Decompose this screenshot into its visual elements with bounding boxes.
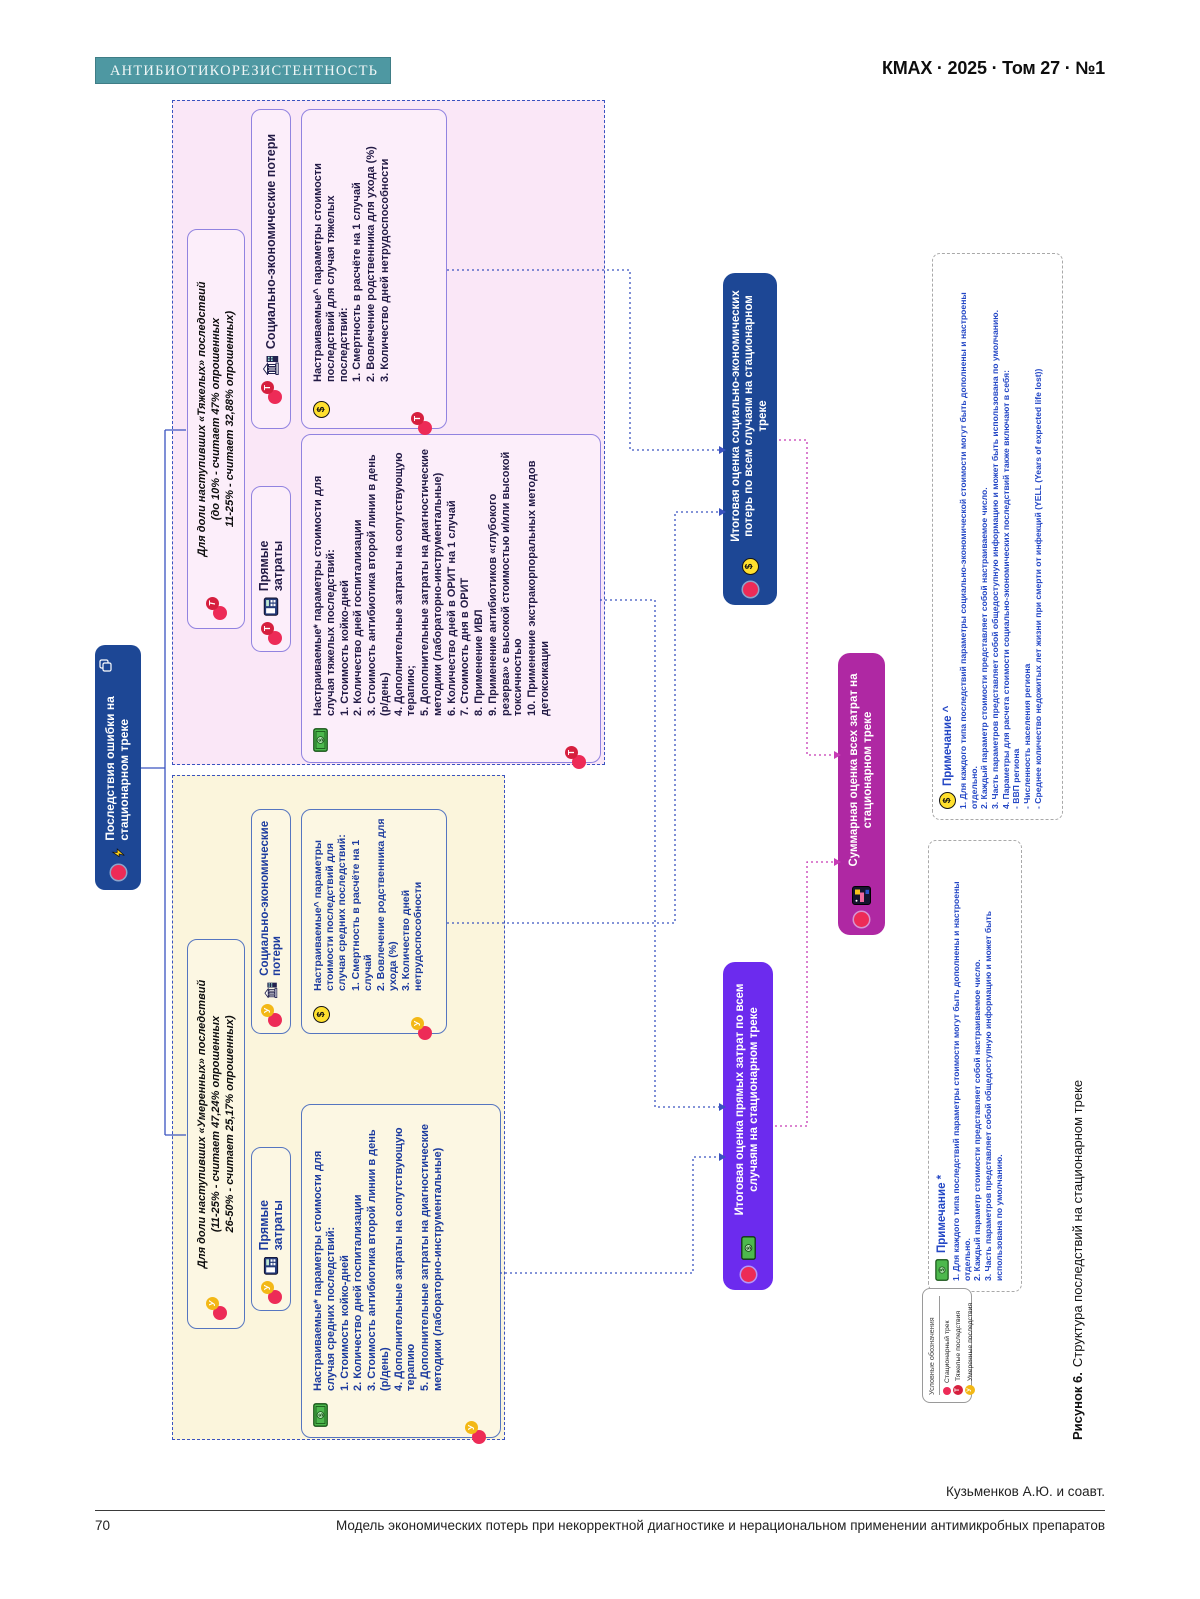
severe-marker-icon: Т [953,1385,963,1395]
severe-direct-label [251,486,291,652]
severe-title: Для доли наступивших «Тяжелых» последствий [195,281,208,557]
note-item: 2. Каждый параметр стоимости представляет собой настраиваемое число. [979,487,990,809]
list-item: 7. Стоимость дня в ОРИТ [459,577,472,716]
moderate-title: Для доли наступивших «Умеренных» последствий [195,979,208,1269]
moderate-social-label [251,809,291,1034]
banknote-icon [313,1403,332,1427]
chart-icon [852,886,871,905]
list-item: 2. Количество дней госпитализации [352,519,365,716]
list-item: 1. Смертность в расчёте на 1 случай [349,839,374,991]
severe-social-box [301,109,447,429]
track-marker-icon [111,865,126,880]
moderate-direct-header: Настраиваемые* параметры стоимости для случая средних последствий: [312,1150,337,1391]
calculator-icon [263,1257,279,1275]
note-bullet: - Численность населения региона [1021,663,1032,809]
severe-marker-icon: Т [261,381,282,404]
note-bullet: - ВВП региона [1011,748,1022,809]
list-item: 2. Вовлечение родственника для ухода (%) [365,146,377,382]
track-marker-icon [743,582,758,597]
track-marker-icon [854,912,869,927]
list-item: 2. Вовлечение родственника для ухода (%) [374,818,400,991]
list-item: 3. Количество дней нетрудоспособности [400,881,425,991]
note-item: 2. Каждый параметр стоимости представляет собой настраиваемое число. [972,959,983,1281]
moderate-title-tab [187,939,245,1329]
note-caret [932,253,1063,820]
total-social-box [723,273,777,605]
severe-marker-icon: Т [565,746,586,769]
moderate-direct-box [301,1104,501,1438]
lightning-icon [110,848,127,858]
footer-authors: Кузьменков А.Ю. и соавт. [946,1484,1105,1499]
svg-text:$: $ [745,1246,753,1250]
legend-label: Тяжелые последствия [954,1310,962,1381]
severe-marker-icon: Т [411,412,432,435]
list-item: 6. Количество дней в ОРИТ на 1 случай [445,500,458,716]
note-item: 1. Для каждого типа последствий параметры стоимости могут быть дополнены и настроены отдельно. [951,881,972,1281]
banknote-icon [313,728,332,752]
figure-caption-text: Структура последствий на стационарном треке [1070,1079,1085,1368]
legend-label: Умеренные последствия [966,1302,974,1381]
list-item: 3. Количество дней нетрудоспособности [378,158,391,382]
bank-icon [263,982,279,998]
moderate-marker-icon: У [465,1421,486,1444]
severe-social-label-text: Социально-экономические потери [264,133,278,350]
root-label: Последствия ошибки на стационарном треке [103,696,131,841]
severe-social-label [251,109,291,429]
severe-marker-icon: Т [206,597,227,620]
moderate-region [172,775,505,1440]
dollar-coin-icon: $ [742,558,759,575]
figure-caption [1070,1080,1085,1440]
severe-direct-box [301,434,601,763]
note-item: 3. Часть параметров представляет собой общедоступную информацию и может быть использована по умолчанию. [982,911,1004,1281]
legend [922,1288,972,1403]
note-star [928,840,1022,1292]
total-direct-box [723,962,773,1290]
footer-article-title: Модель экономических потерь при некорректной диагностике и нерациональном применении антимикробных препаратов [335,1518,1105,1533]
figure-6 [95,95,1105,1445]
severe-marker-icon: Т [261,622,282,645]
note-item: 4. Параметры для расчета стоимости социально-экономических последствий также включают в себя: [1000,370,1011,809]
list-item: 3. Стоимость антибиотика второй линии в день (р/день) [366,1129,391,1391]
list-item: 1. Стоимость койко-дней [338,1255,351,1391]
track-marker-icon [943,1387,951,1395]
journal-reference: КМАХ · 2025 · Том 27 · №1 [881,58,1105,78]
legend-label: Стационарный трек [943,1320,951,1383]
legend-item [943,1296,951,1395]
note-star-title: Примечание * [936,1174,948,1253]
list-item: 4. Дополнительные затраты на сопутствующую терапию [392,1127,418,1391]
moderate-direct-label [251,1147,291,1311]
list-item: 10. Применение экстракорпоральных методов детоксикации [526,460,551,716]
severe-title-tab [187,229,245,629]
section-header-label: АНТИБИОТИКОРЕЗИСТЕНТНОСТЬ [110,63,379,79]
footer-rule [95,1510,1105,1511]
root-box [95,645,141,890]
dollar-coin-icon: $ [313,1006,330,1023]
list-item: 5. Дополнительные затраты на диагностические методики (лабораторно-инструментальные) [419,449,444,716]
moderate-subtitle2: 26-50% - считает 25,17% опрошенных) [224,1015,237,1233]
moderate-marker-icon: У [261,1281,282,1304]
list-item: 5. Дополнительные затраты на диагностические методики (лабораторно-инструментальные) [419,1124,444,1391]
footer-row [95,1518,1105,1533]
severe-direct-header: Настраиваемые* параметры стоимости для случая тяжелых последствий: [312,475,337,716]
moderate-marker-icon: У [206,1297,227,1320]
svg-text:$: $ [317,738,325,742]
dollar-coin-icon: $ [313,401,330,418]
list-item: 8. Применение ИВЛ [473,609,485,716]
list-item: 9. Применение антибиотиков «глубокого резерва» с высокой стоимостью и/или высокой токсичностью [486,451,525,716]
figure-caption-label: Рисунок 6. [1070,1372,1085,1440]
legend-title: Условные обозначения [927,1317,936,1395]
banknote-icon [935,1259,949,1281]
moderate-direct-label-text: Прямые затраты [257,1199,285,1251]
section-header-bar [95,57,391,84]
list-item: 1. Стоимость койко-дней [338,580,351,716]
list-item: 4. Дополнительные затраты на сопутствующую терапию; [392,452,418,716]
moderate-marker-icon: У [261,1004,282,1027]
list-item: 3. Стоимость антибиотика второй линии в день (р/день) [366,454,391,716]
copy-icon [99,659,112,672]
bank-icon [263,355,279,375]
note-bullet: - Среднее количество недожитых лет жизни при смерти от инфекций (YELL (Years of expected life lost)) [1032,368,1043,809]
total-sum-label: Суммарная оценка всех затрат на стационарном треке [847,673,874,867]
note-caret-title: Примечание ^ [941,705,954,786]
note-item: 3. Часть параметров представляет собой общедоступную информацию и может быть использована по умолчанию. [989,309,1000,809]
total-direct-label: Итоговая оценка прямых затрат по всем случаям на стационарном треке [734,983,760,1216]
moderate-marker-icon: У [965,1385,975,1395]
severe-subtitle2: 11-25% - считает 32,88% опрошенных) [224,310,237,528]
banknote-icon [741,1236,756,1260]
moderate-social-header: Настраиваемые^ параметры стоимости последствий для случая средних последствий: [312,834,349,991]
total-sum-box [838,653,885,935]
moderate-subtitle1: (11-25% - считает 47,24% опрошенных [209,1015,222,1233]
svg-text:$: $ [940,1268,947,1272]
note-item: 1. Для каждого типа последствий параметры социально-экономической стоимости могут быть дополнены и настроены отдельно. [958,292,979,809]
dollar-coin-icon: $ [939,792,956,809]
severe-direct-label-text: Прямые затраты [257,540,285,592]
legend-divider [939,1296,940,1395]
legend-item [965,1296,975,1395]
moderate-social-box [301,809,447,1034]
total-social-label: Итоговая оценка социально-экономических потерь по всем случаям на стационарном треке [729,290,769,542]
severe-region [172,100,605,765]
list-item: 1. Смертность в расчёте на 1 случай [351,182,364,382]
severe-social-header: Настраиваемые^ параметры стоимости последствий для случая тяжелых последствий: [312,163,350,382]
svg-text:$: $ [317,1413,325,1417]
severe-subtitle1: (до 10% - считает 47% опрошенных [209,317,222,521]
track-marker-icon [741,1267,756,1282]
page-number: 70 [95,1518,111,1533]
moderate-social-label-text: Социально-экономические потери [259,820,283,976]
list-item: 2. Количество дней госпитализации [352,1194,365,1391]
legend-item [953,1296,963,1395]
calculator-icon [263,597,279,616]
moderate-marker-icon: У [411,1017,432,1040]
